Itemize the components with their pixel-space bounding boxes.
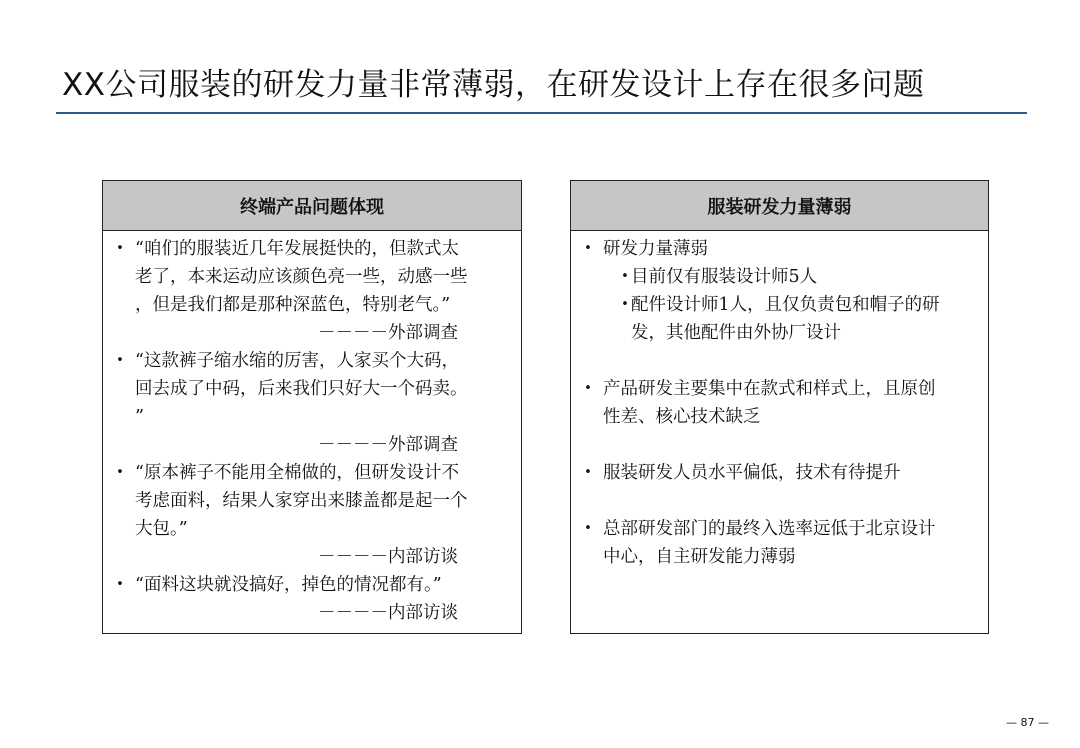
quote-attribution: －－－－外部调查	[318, 435, 458, 455]
quote-text: “原本裤子不能用全棉做的，但研发设计不 考虑面料，结果人家穿出来膝盖都是起一个 大包。”	[135, 463, 468, 539]
list-item-text: 总部研发部门的最终入选率远低于北京设计 中心，自主研发能力薄弱	[603, 519, 936, 567]
bullet-icon: •	[584, 381, 592, 396]
page-number: — 87 —	[1006, 716, 1049, 729]
list-item	[581, 375, 976, 431]
title-underline	[56, 112, 1027, 114]
list-item-text: 研发力量薄弱	[603, 239, 708, 259]
sub-bullet-icon: •	[621, 297, 629, 312]
bullet-icon: •	[116, 353, 124, 368]
terminal-product-issues-panel	[102, 180, 522, 634]
bullet-icon: •	[584, 521, 592, 536]
quote-attribution: －－－－内部访谈	[318, 547, 458, 567]
bullet-icon: •	[116, 241, 124, 256]
quote-text: “咱们的服装近几年发展挺快的，但款式太 老了，本来运动应该颜色亮一些，动感一些 ，但是我们都是那种深蓝色，特别老气。”	[135, 239, 468, 315]
quote-text: “面料这块就没搞好，掉色的情况都有。”	[135, 575, 442, 595]
panel-header-terminal-issues: 终端产品问题体现	[103, 181, 521, 231]
quote-item	[113, 235, 509, 319]
quote-item	[113, 347, 509, 431]
list-item	[581, 235, 976, 263]
list-item-text: 服装研发人员水平偏低，技术有待提升	[603, 463, 901, 483]
list-item	[581, 515, 976, 571]
sub-list-item	[619, 263, 976, 291]
quote-attribution: －－－－内部访谈	[318, 603, 458, 623]
bullet-icon: •	[116, 577, 124, 592]
list-item	[581, 459, 976, 487]
bullet-icon: •	[584, 241, 592, 256]
page-title: XX公司服装的研发力量非常薄弱，在研发设计上存在很多问题	[62, 67, 925, 103]
quote-attribution: －－－－外部调查	[318, 323, 458, 343]
sub-list-item	[619, 291, 976, 347]
quote-item	[113, 459, 509, 543]
sub-list-item-text: 配件设计师1人，且仅负责包和帽子的研 发，其他配件由外协厂设计	[631, 295, 940, 343]
sub-list-item-text: 目前仅有服装设计师5人	[631, 267, 818, 287]
bullet-icon: •	[584, 465, 592, 480]
quote-item	[113, 571, 509, 599]
bullet-icon: •	[116, 465, 124, 480]
sub-bullet-icon: •	[621, 269, 629, 284]
panel-header-rd-weakness: 服装研发力量薄弱	[571, 181, 988, 231]
quote-text: “这款裤子缩水缩的厉害，人家买个大码， 回去成了中码，后来我们只好大一个码卖。 ”	[135, 351, 468, 427]
rd-weakness-panel	[570, 180, 989, 634]
list-item-text: 产品研发主要集中在款式和样式上，且原创 性差、核心技术缺乏	[603, 379, 936, 427]
